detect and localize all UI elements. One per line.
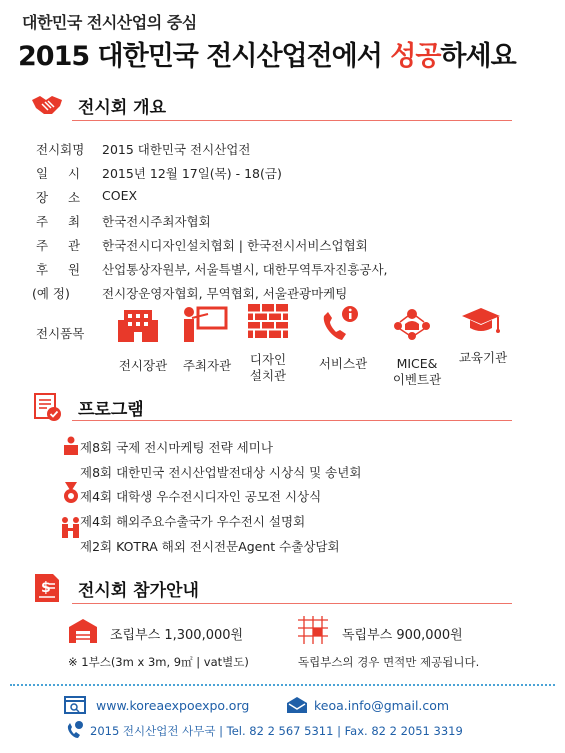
phone-info-icon: [318, 304, 368, 348]
program-heading: [30, 392, 144, 422]
participation-heading: [30, 573, 199, 603]
brick-wall-icon: [248, 304, 298, 342]
title-end: 하세요: [440, 41, 516, 72]
program-item: 제8회 국제 전시마케팅 전략 세미나: [80, 440, 273, 455]
svg-text:$: $: [41, 580, 51, 596]
category-item: [236, 304, 298, 384]
overview-divider: [72, 120, 512, 121]
info-row: [36, 212, 211, 230]
category-label: 전시장관: [118, 358, 168, 373]
title-main: 2015 대한민국 전시산업전에서: [18, 41, 391, 72]
info-row: [36, 236, 368, 254]
participation-title: 전시회 참가안내: [78, 580, 199, 601]
program-title: 프로그램: [78, 399, 144, 420]
meeting-people-icon: [60, 516, 82, 544]
info-key: 주 최: [36, 214, 81, 229]
info-value: 2015 대한민국 전시산업전: [102, 142, 251, 157]
category-item: [382, 304, 452, 388]
info-key: 주 관: [36, 238, 81, 253]
program-item: 제4회 대학생 우수전시디자인 공모전 시상식: [80, 489, 322, 504]
category-label-line: MICE&: [396, 356, 438, 371]
category-label-line: 설치관: [249, 368, 287, 383]
phone-location-icon: [64, 720, 84, 744]
floor-grid-icon: [298, 616, 328, 648]
category-item: [172, 304, 242, 374]
info-row: [36, 140, 250, 158]
graduation-cap-icon: [460, 304, 510, 342]
assembled-booth-price: 조립부스 1,300,000원: [110, 628, 244, 643]
category-label: [382, 356, 452, 388]
info-value: COEX: [102, 188, 138, 203]
booth-size-note: ※ 1부스(3m x 3m, 9㎡ | vat별도): [68, 655, 249, 669]
overview-heading: [30, 90, 166, 120]
program-item: 제8회 대한민국 전시산업발전대상 시상식 및 송년회: [80, 465, 362, 480]
medal-icon: [62, 482, 80, 508]
handshake-icon: [30, 90, 64, 120]
info-key: 일 시: [36, 166, 81, 181]
program-item: 제2회 KOTRA 해외 전시전문Agent 수출상담회: [80, 539, 340, 554]
category-label: 주최자관: [182, 358, 232, 373]
info-value: 산업통상자원부, 서울특별시, 대한무역투자진흥공사,: [102, 262, 388, 277]
email-icon: [286, 696, 308, 718]
program-item: 제4회 해외주요수출국가 우수전시 설명회: [80, 514, 306, 529]
independent-booth-price: 독립부스 900,000원: [342, 628, 463, 643]
website-icon: [64, 696, 86, 718]
presenter-icon: [180, 304, 230, 348]
info-row: [32, 284, 347, 302]
participation-divider: [72, 603, 512, 604]
category-label: [240, 352, 296, 384]
category-item: [108, 304, 178, 374]
speaker-podium-icon: [62, 436, 80, 460]
header-subtitle: 대한민국 전시산업의 중심: [22, 13, 197, 32]
category-label-line: 디자인: [249, 352, 287, 367]
document-check-icon: [30, 392, 64, 422]
contact-info: 2015 전시산업전 사무국 | Tel. 82 2 567 5311 | Fax. 82 2 2051 3319: [90, 724, 463, 738]
overview-title: 전시회 개요: [78, 97, 167, 118]
footer-divider: [10, 684, 555, 686]
email-link[interactable]: keoa.info@gmail.com: [314, 698, 450, 713]
categories-label: 전시품목: [36, 326, 85, 341]
people-network-icon: [390, 304, 440, 348]
title-highlight: 성공: [390, 41, 441, 72]
category-label-line: 이벤트관: [392, 372, 442, 387]
info-key: 전시회명: [36, 142, 85, 157]
info-row: [36, 260, 388, 278]
info-key: (예 정): [32, 286, 70, 301]
category-label: 서비스관: [318, 356, 368, 371]
category-item: [308, 304, 378, 372]
page-title: [18, 34, 516, 73]
info-value: 전시장운영자협회, 무역협회, 서울관광마케팅: [102, 286, 348, 301]
info-value: 한국전시주최자협회: [102, 214, 211, 229]
warehouse-icon: [68, 618, 98, 648]
program-divider: [72, 420, 512, 421]
info-value: 한국전시디자인설치협회 | 한국전시서비스업협회: [102, 238, 368, 253]
category-item: [448, 304, 518, 366]
info-key: 장 소: [36, 190, 81, 205]
website-link[interactable]: www.koreaexpoexpo.org: [96, 698, 250, 713]
independent-booth-note: 독립부스의 경우 면적만 제공됩니다.: [298, 655, 480, 669]
info-row: [36, 164, 282, 182]
info-value: 2015년 12월 17일(목) - 18(금): [102, 166, 282, 181]
info-row: [36, 188, 137, 206]
category-label: 교육기관: [458, 350, 508, 365]
building-icon: [116, 304, 166, 348]
price-sheet-icon: [30, 573, 64, 603]
info-key: 후 원: [36, 262, 81, 277]
